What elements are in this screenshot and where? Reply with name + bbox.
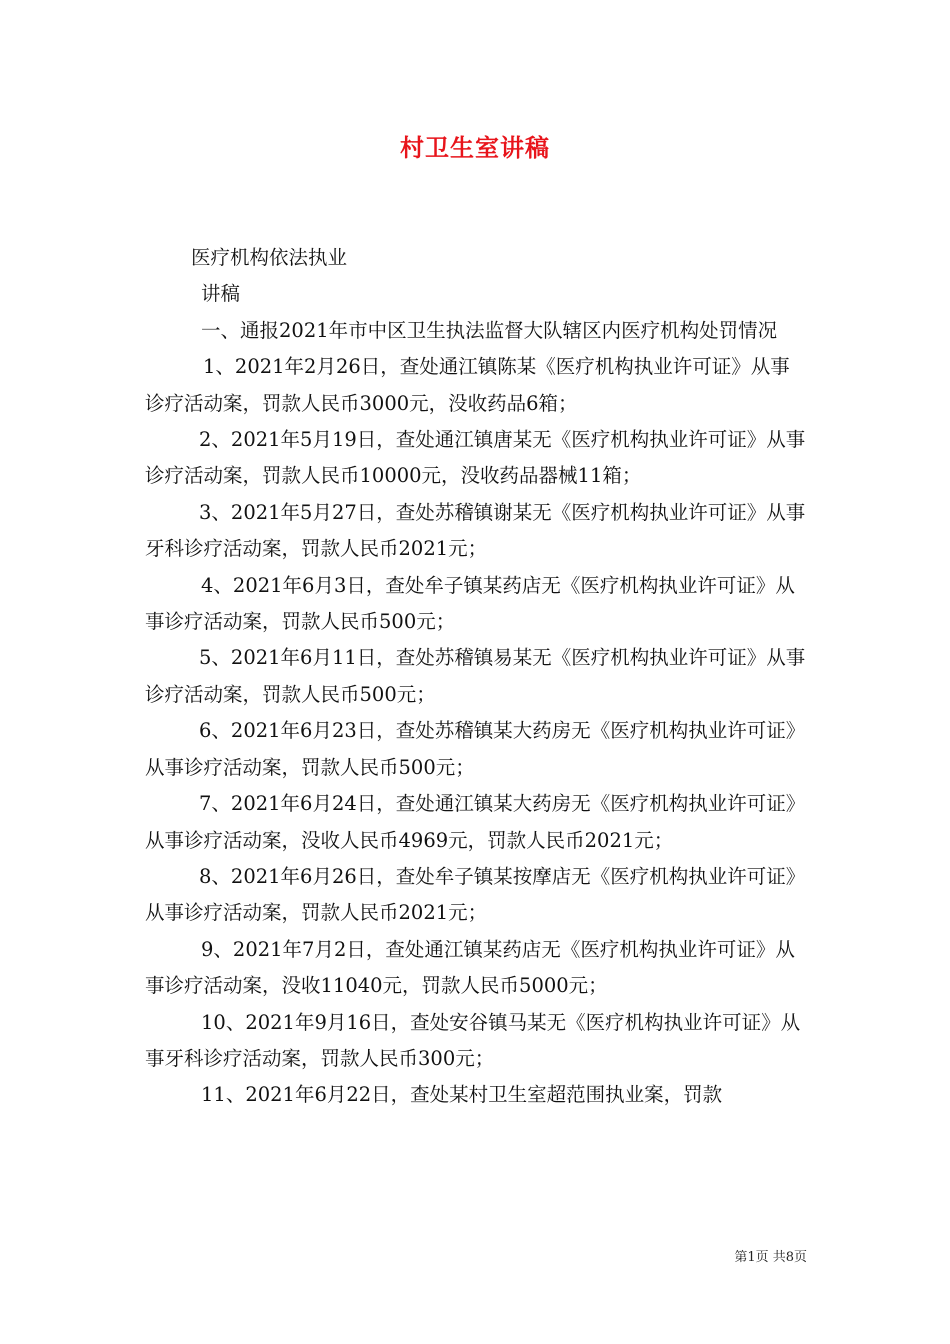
body-paragraph: 3、2021年5月27日，查处苏稽镇谢某无《医疗机构执业许可证》从事牙科诊疗活动案，罚款人民币2021元； bbox=[145, 500, 806, 561]
body-paragraph: 11、2021年6月22日，查处某村卫生室超范围执业案，罚款 bbox=[201, 1083, 723, 1107]
document-title: 村卫生室讲稿 bbox=[400, 133, 550, 162]
body-paragraph: 1、2021年2月26日，查处通江镇陈某《医疗机构执业许可证》从事诊疗活动案，罚款人民币3000元，没收药品6箱； bbox=[145, 355, 790, 415]
body-paragraph: 2、2021年5月19日，查处通江镇唐某无《医疗机构执业许可证》从事诊疗活动案，罚款人民币10000元，没收药品器械11箱； bbox=[145, 428, 806, 488]
body-paragraph: 讲稿 bbox=[201, 282, 241, 306]
page-number-footer: 第1页 共8页 bbox=[734, 1250, 807, 1265]
body-paragraph: 7、2021年6月24日，查处通江镇某大药房无《医疗机构执业许可证》从事诊疗活动案，没收人民币4969元，罚款人民币2021元； bbox=[145, 792, 806, 852]
document-body bbox=[145, 240, 807, 1114]
body-paragraph: 6、2021年6月23日，查处苏稽镇某大药房无《医疗机构执业许可证》从事诊疗活动案，罚款人民币500元； bbox=[145, 719, 806, 779]
body-paragraph: 医疗机构依法执业 bbox=[191, 246, 348, 269]
body-paragraph: 5、2021年6月11日，查处苏稽镇易某无《医疗机构执业许可证》从事诊疗活动案，罚款人民币500元； bbox=[145, 646, 806, 706]
body-paragraph: 9、2021年7月2日，查处通江镇某药店无《医疗机构执业许可证》从事诊疗活动案，没收11040元，罚款人民币5000元； bbox=[145, 937, 795, 998]
body-paragraph: 一、通报2021年市中区卫生执法监督大队辖区内医疗机构处罚情况 bbox=[201, 318, 778, 342]
body-paragraph: 8、2021年6月26日，查处牟子镇某按摩店无《医疗机构执业许可证》从事诊疗活动案，罚款人民币2021元； bbox=[145, 864, 806, 925]
body-paragraph: 4、2021年6月3日，查处牟子镇某药店无《医疗机构执业许可证》从事诊疗活动案，罚款人民币500元； bbox=[145, 573, 795, 634]
body-paragraph: 10、2021年9月16日，查处安谷镇马某无《医疗机构执业许可证》从事牙科诊疗活动案，罚款人民币300元； bbox=[145, 1010, 801, 1070]
